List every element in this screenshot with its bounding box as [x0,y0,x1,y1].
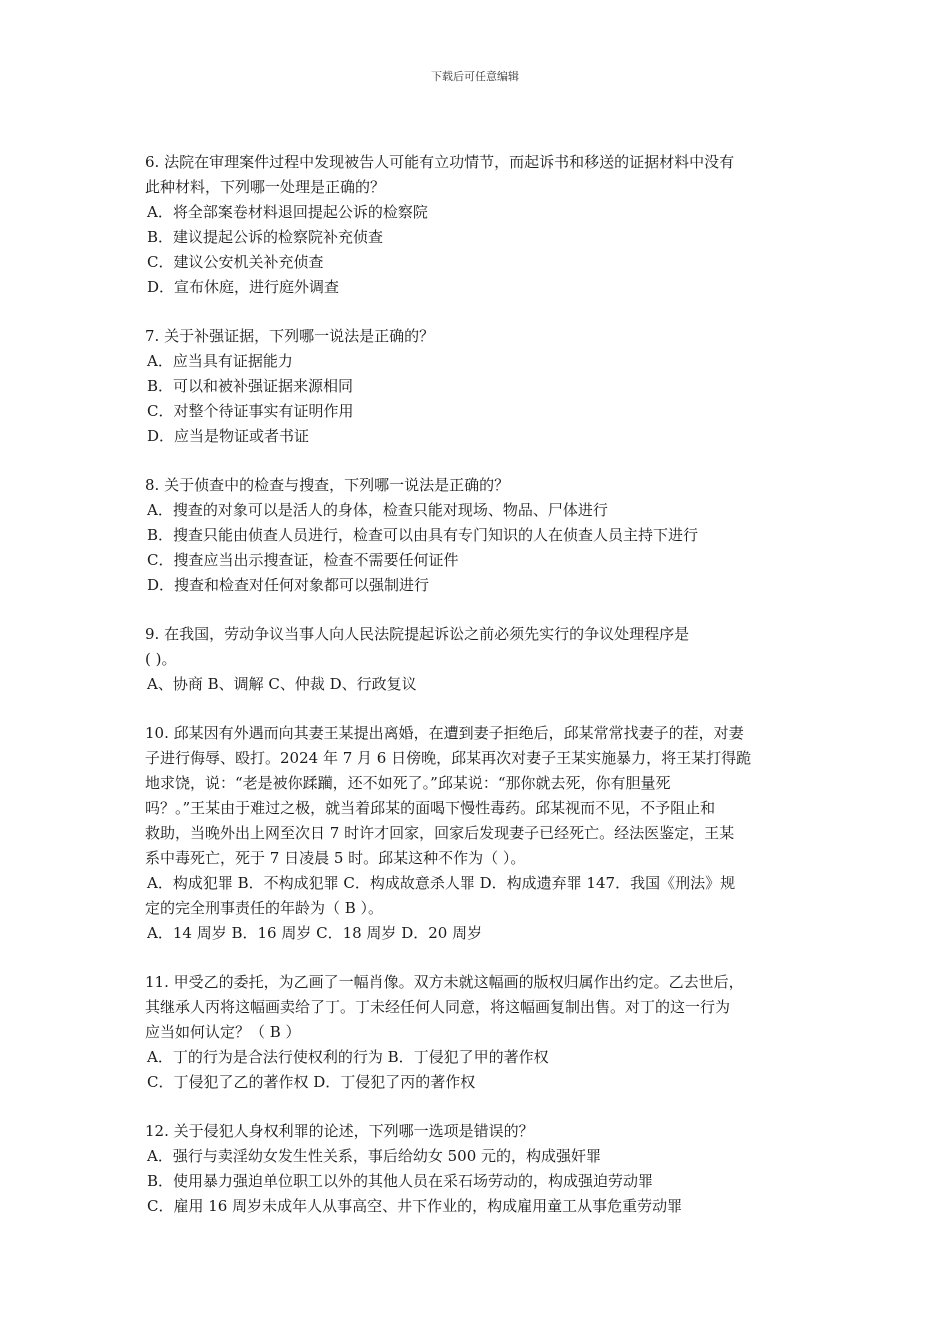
option-b: B．建议提起公诉的检察院补充侦查 [147,228,384,246]
stem-line: 11. 甲受乙的委托，为乙画了一幅肖像。双方未就这幅画的版权归属作出约定。乙去世后， [145,973,744,991]
stem-line: 9. 在我国，劳动争议当事人向人民法院提起诉讼之前必须先实行的争议处理程序是 [145,625,690,643]
page-header-note: 下载后可任意编辑 [431,70,519,83]
stem-line: 此种材料，下列哪一处理是正确的？ [145,178,386,196]
option-d: D．应当是物证或者书证 [147,427,310,445]
option-line: A、协商 B、调解 C、仲裁 D、行政复议 [147,675,417,693]
option-b: B．使用暴力强迫单位职工以外的其他人员在采石场劳动的，构成强迫劳动罪 [147,1172,654,1190]
question-6 [145,150,810,300]
stem-line: 应当如何认定？（ B ） [145,1023,301,1041]
stem-line: 12. 关于侵犯人身权利罪的论述，下列哪一选项是错误的？ [145,1122,534,1140]
option-a: A．应当具有证据能力 [147,352,293,370]
question-stem [145,473,810,498]
option-c: C．对整个待证事实有证明作用 [147,402,354,420]
question-stem [145,150,810,200]
question-stem [145,622,810,672]
option-c: C．建议公安机关补充侦查 [147,253,324,271]
question-9 [145,622,810,697]
question-12 [145,1119,810,1219]
option-d: D．搜查和检查对任何对象都可以强制进行 [147,576,430,594]
option-c: C．搜查应当出示搜查证，检查不需要任何证件 [147,551,459,569]
option-line: A．构成犯罪 B．不构成犯罪 C．构成故意杀人罪 D．构成遗弃罪 147．我国《刑法》规 [147,874,736,892]
stem-line: 救助，当晚外出上网至次日 7 时许才回家，回家后发现妻子已经死亡。经法医鉴定，王某 [145,824,735,842]
question-stem [145,721,810,871]
stem-line: 系中毒死亡，死于 7 日凌晨 5 时。邱某这种不作为（ ）。 [145,849,526,867]
stem-line: 地求饶，说：“老是被你蹂躏，还不如死了。”邱某说：“那你就去死，你有胆量死 [145,774,671,792]
stem-line: 7. 关于补强证据，下列哪一说法是正确的？ [145,327,435,345]
option-b: B．可以和被补强证据来源相同 [147,377,354,395]
stem-line: 吗？。”王某由于难过之极，就当着邱某的面喝下慢性毒药。邱某视而不见，不予阻止和 [145,799,716,817]
option-b: B．搜查只能由侦查人员进行，检查可以由具有专门知识的人在侦查人员主持下进行 [147,526,699,544]
question-7 [145,324,810,449]
stem-line: 10. 邱某因有外遇而向其妻王某提出离婚，在遭到妻子拒绝后，邱某常常找妻子的茬，对妻 [145,724,744,742]
stem-line: 其继承人丙将这幅画卖给了丁。丁未经任何人同意，将这幅画复制出售。对丁的这一行为 [145,998,731,1016]
stem-line: 6. 法院在审理案件过程中发现被告人可能有立功情节，而起诉书和移送的证据材料中没有 [145,153,735,171]
question-stem [145,970,810,1045]
option-a: A．强行与卖淫幼女发生性关系，事后给幼女 500 元的，构成强奸罪 [147,1147,602,1165]
question-stem [145,324,810,349]
question-10 [145,721,810,946]
option-line: A．14 周岁 B．16 周岁 C．18 周岁 D．20 周岁 [147,924,483,942]
stem-line: 子进行侮辱、殴打。2024 年 7 月 6 日傍晚，邱某再次对妻子王某实施暴力，将王某打得跪 [145,749,752,767]
option-line: C．丁侵犯了乙的著作权 D．丁侵犯了丙的著作权 [147,1073,476,1091]
question-list [145,150,810,1243]
stem-line: ( )。 [145,650,177,668]
stem-line: 定的完全刑事责任的年龄为（ B ）。 [145,899,384,917]
stem-line: 8. 关于侦查中的检查与搜查，下列哪一说法是正确的？ [145,476,510,494]
option-a: A．搜查的对象可以是活人的身体，检查只能对现场、物品、尸体进行 [147,501,608,519]
option-c: C．雇用 16 周岁未成年人从事高空、井下作业的，构成雇用童工从事危重劳动罪 [147,1197,683,1215]
question-stem [145,1119,810,1144]
question-8 [145,473,810,598]
option-a: A．将全部案卷材料退回提起公诉的检察院 [147,203,428,221]
question-11 [145,970,810,1095]
option-d: D．宣布休庭，进行庭外调查 [147,278,340,296]
option-line: A．丁的行为是合法行使权利的行为 B．丁侵犯了甲的著作权 [147,1048,549,1066]
